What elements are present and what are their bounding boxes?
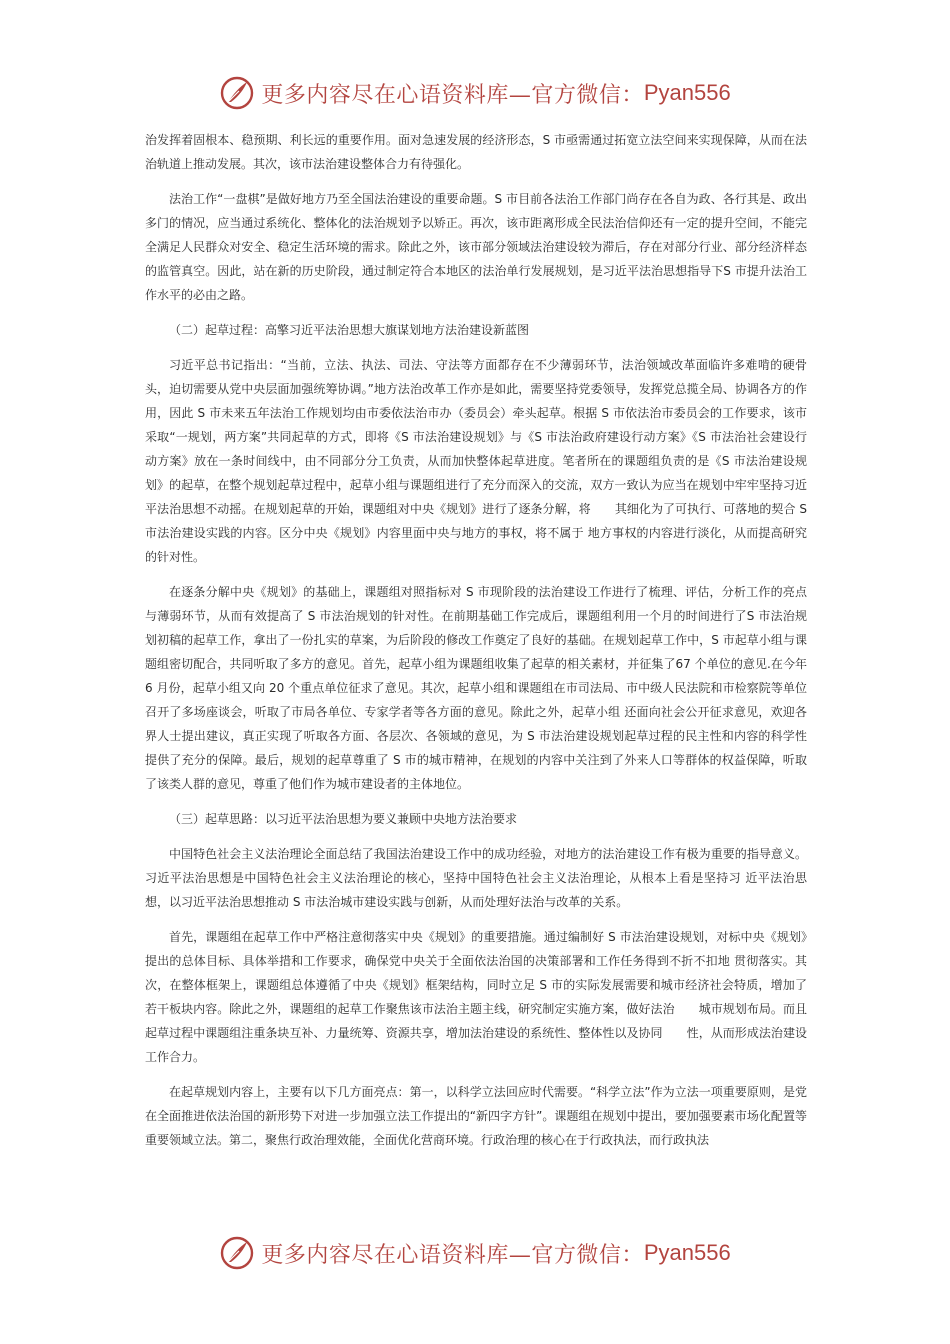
paragraph: 中国特色社会主义法治理论全面总结了我国法治建设工作中的成功经验，对地方的法治建设工作有极为重要的指导意义。习近平法治思想是中国特色社会主义法治理论的核心，坚持中国特色社会主义法治理论，从根本上看是坚持习 近平法治思想，以习近平法治思想推动 S 市法治城市建设实践与创新，从而处理好法治与改革的关系。 xyxy=(145,847,807,909)
quill-seal-icon xyxy=(219,1235,255,1271)
paragraph: 习近平总书记指出：“当前，立法、执法、司法、守法等方面都存在不少薄弱环节，法治领域改革面临许多难啃的硬骨头，迫切需要从党中央层面加强统筹协调。”地方法治改革工作亦是如此，需要坚持党委领导，发挥党总揽全局、协调各方的作用，因此 S 市未来五年法治工作规划均由市委依法治市办（委员会）牵头起草。根据 S 市依法治市委员会的工作要求，该市采取“一规划，两方案”共同起草的方式，即将《S 市法治建设规划》与《S 市法治政府建设行动方案》《S 市法治社会建设行动方案》放在一条时间线中，由不同部分分工负责，从而加快整体起草进度。笔者所在的课题组负责的是《S 市法治建设规划》的起草，在整个规划起草过程中，起草小组与课题组进行了充分而深入的交流，双方一致认为应当在规划中牢牢坚持习近平法治思想不动摇。在规划起草的开始，课题组对中央《规划》进行了逐条分解，将 其细化为了可执行、可落地的契合 S 市法治建设实践的内容。区分中央《规划》内容里面中央与地方的事权，将不属于 地方事权的内容进行淡化，从而提高研究的针对性。 xyxy=(145,358,807,564)
section-heading: （三）起草思路：以习近平法治思想为要义兼顾中央地方法治要求 xyxy=(169,812,518,826)
footer-banner-text: 更多内容尽在心语资料库—官方微信： xyxy=(261,1242,644,1268)
footer-banner xyxy=(0,1230,950,1276)
document-body xyxy=(145,128,807,1163)
paragraph: 法治工作“一盘棋”是做好地方乃至全国法治建设的重要命题。S 市目前各法治工作部门尚存在各自为政、各行其是、政出多门的情况，应当通过系统化、整体化的法治规划予以矫正。再次，该市距离形成全民法治信仰还有一定的提升空间，不能完全满足人民群众对安全、稳定生活环境的需求。除此之外，该市部分领域法治建设较为滞后，存在对部分行业、部分经济样态的监管真空。因此，站在新的历史阶段，通过制定符合本地区的法治单行发展规划，是习近平法治思想指导下S 市提升法治工作水平的必由之路。 xyxy=(145,192,807,302)
section-heading: （二）起草过程：高擎习近平法治思想大旗谋划地方法治建设新蓝图 xyxy=(169,323,530,337)
footer-banner-id: Pyan556 xyxy=(643,1240,731,1265)
paragraph: 在逐条分解中央《规划》的基础上，课题组对照指标对 S 市现阶段的法治建设工作进行了梳理、评估，分析工作的亮点与薄弱环节，从而有效提高了 S 市法治规划的针对性。在前期基础工作完成后，课题组利用一个月的时间进行了S 市法治规划初稿的起草工作，拿出了一份扎实的草案，为后阶段的修改工作奠定了良好的基础。在规划起草工作中，S 市起草小组与课题组密切配合，共同听取了多方的意见。首先，起草小组为课题组收集了起草的相关素材，并征集了67 个单位的意见.在今年 6 月份，起草小组又向 20 个重点单位征求了意见。其次，起草小组和课题组在市司法局、市中级人民法院和市检察院等单位召开了多场座谈会，听取了市局各单位、专家学者等各方面的意见。除此之外，起草小组 还面向社会公开征求意见，欢迎各界人士提出建议，真正实现了听取各方面、各层次、各领域的意见，为 S 市法治建设规划起草过程的民主性和内容的科学性提供了充分的保障。最后，规划的起草尊重了 S 市的城市精神，在规划的内容中关注到了外来人口等群体的权益保障，听取了该类人群的意见，尊重了他们作为城市建设者的主体地位。 xyxy=(145,585,807,791)
paragraph: 首先，课题组在起草工作中严格注意彻落实中央《规划》的重要措施。通过编制好 S 市法治建设规划，对标中央《规划》提出的总体目标、具体举措和工作要求，确保党中央关于全面依法治国的决策部署和工作任务得到不折不扣地 贯彻落实。其次，在整体框架上，课题组总体遵循了中央《规划》框架结构，同时立足 S 市的实际发展需要和城市经济社会特质，增加了若干板块内容。除此之外，课题组的起草工作聚焦该市法治主题主线，研究制定实施方案，做好法治 城市规划布局。而且起草过程中课题组注重条块互补、力量统筹、资源共享，增加法治建设的系统性、整体性以及协同 性，从而形成法治建设工作合力。 xyxy=(145,930,807,1064)
header-banner xyxy=(0,70,950,116)
paragraph: 在起草规划内容上，主要有以下几方面亮点：第一，以科学立法回应时代需要。“科学立法”作为立法一项重要原则，是党在全面推进依法治国的新形势下对进一步加强立法工作提出的“新四字方针”。课题组在规划中提出，要加强要素市场化配置等重要领域立法。第二，聚焦行政治理效能，全面优化营商环境。行政治理的核心在于行政执法，而行政执法 xyxy=(145,1085,807,1147)
quill-seal-icon xyxy=(219,75,255,111)
paragraph: 治发挥着固根本、稳预期、利长远的重要作用。面对急速发展的经济形态，S 市亟需通过拓宽立法空间来实现保障，从而在法治轨道上推动发展。其次，该市法治建设整体合力有待强化。 xyxy=(145,133,807,171)
header-banner-text: 更多内容尽在心语资料库—官方微信： xyxy=(261,82,644,108)
header-banner-id: Pyan556 xyxy=(643,80,731,105)
